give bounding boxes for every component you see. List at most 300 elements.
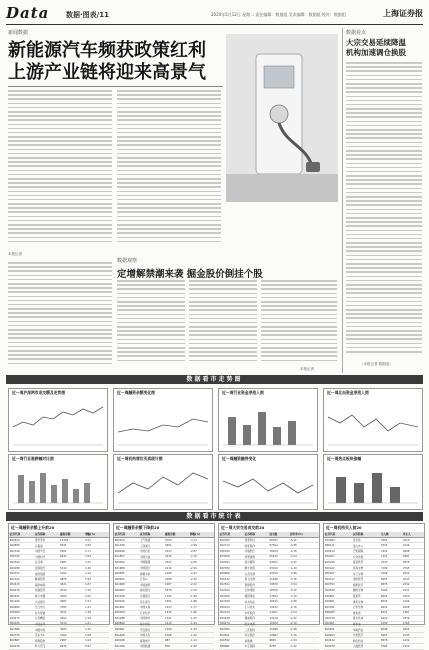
table-cell: -1.99	[189, 593, 214, 599]
table-cell: 中国银行	[139, 565, 164, 571]
table-cell: 002007	[324, 571, 352, 577]
table-body	[9, 537, 109, 649]
table-cell: 中信证券	[34, 621, 59, 627]
table-cell: 健帆生物	[352, 588, 380, 594]
data-table	[219, 532, 319, 650]
table-cell: 泰格医药	[352, 576, 380, 582]
masthead-logo: Data	[6, 4, 50, 22]
table-cell: 300413	[324, 548, 352, 554]
table-cell: 2109	[402, 599, 424, 605]
table-cell: 600887	[9, 638, 34, 644]
table-cell: -1.88	[189, 599, 214, 605]
table-cell: 002352	[219, 565, 244, 571]
table-cell: 1321	[164, 616, 189, 622]
table-cell: 2654	[164, 543, 189, 549]
table-cell: 7210	[380, 560, 402, 566]
table-cell: 中国平安	[34, 548, 59, 554]
table-cell: 工商银行	[139, 543, 164, 549]
table-cell: 300015	[219, 560, 244, 566]
table-cell: 康泰生物	[352, 599, 380, 605]
table-cell: 东方财富	[34, 610, 59, 616]
table-cell: 恒瑞医药	[34, 588, 59, 594]
table-cell: 601398	[114, 543, 139, 549]
table-cell: 1210	[164, 621, 189, 627]
table-cell: 万科A	[139, 576, 164, 582]
table-cell: 2109	[164, 571, 189, 577]
table-cell: 002714	[219, 543, 244, 549]
table-cell: 603392	[324, 604, 352, 610]
column-header: 增幅(%)	[84, 532, 109, 537]
table-cell: 赣锋锂业	[244, 593, 269, 599]
table-cell: 山西汾酒	[244, 571, 269, 577]
table-cell: 万泰生物	[352, 604, 380, 610]
table-cell: 3210	[402, 537, 424, 543]
lead-rule	[8, 86, 223, 87]
table-row	[324, 644, 424, 650]
middle-text-col-3	[261, 280, 337, 366]
table-cell: -1.55	[189, 616, 214, 622]
table-cell: 600900	[9, 604, 34, 610]
table-cell: 5102	[59, 571, 84, 577]
line-chart-4	[328, 397, 418, 447]
table-cell: 5765	[380, 644, 402, 650]
table-cell: -2.54	[189, 565, 214, 571]
table-cell: 19876	[269, 582, 289, 588]
chart-title: 近一周热点板块涨幅	[327, 456, 362, 461]
table-cell: 300347	[324, 576, 352, 582]
table-row	[9, 644, 109, 650]
table-cell: 002821	[324, 593, 352, 599]
table-cell: 987	[164, 638, 189, 644]
table-cell: 600030	[9, 621, 34, 627]
table-cell: 中国联通	[139, 560, 164, 566]
table-cell: 6654	[380, 593, 402, 599]
table-cell: 54321	[269, 560, 289, 566]
table-cell: 6987	[380, 576, 402, 582]
table-cell: 中国铁建	[139, 644, 164, 650]
table-panel-4	[323, 523, 425, 649]
table-cell: -4.76	[289, 548, 319, 554]
table-cell: 300782	[219, 638, 244, 644]
table-cell: 300059	[9, 610, 34, 616]
table-cell: 876	[164, 644, 189, 650]
column-header: 证券代码	[219, 532, 244, 537]
table-cell: 中国建筑	[139, 582, 164, 588]
table-cell: 601088	[114, 616, 139, 622]
table-cell: -1.22	[189, 632, 214, 638]
table-cell: 600000	[114, 588, 139, 594]
column-header: 降幅(%)	[189, 532, 214, 537]
table-cell: 1.38	[84, 610, 109, 616]
table-cell: 五粮液	[34, 543, 59, 549]
table-cell: -3.12	[189, 537, 214, 543]
table-cell: 乐普医疗	[352, 632, 380, 638]
table-title: 近一周融资余额上升前20	[11, 525, 55, 530]
table-cell: 三花智控	[244, 627, 269, 633]
table-cell: 隆基股份	[34, 576, 59, 582]
table-cell: 复星医药	[352, 560, 380, 566]
bar-chart-8	[328, 463, 418, 505]
table-cell: 1008	[164, 632, 189, 638]
table-cell: 603259	[219, 554, 244, 560]
table-cell: -2.10	[289, 621, 319, 627]
table-cell: 2.12	[84, 571, 109, 577]
table-cell: -2.21	[189, 582, 214, 588]
table-cell: 2.71	[84, 548, 109, 554]
table-cell: 002001	[324, 621, 352, 627]
table-cell: 2.95	[84, 543, 109, 549]
table-cell: 1.21	[84, 621, 109, 627]
table-cell: -2.98	[189, 543, 214, 549]
table-cell: 中国神华	[139, 616, 164, 622]
table-cell: -1.54	[289, 638, 319, 644]
table-cell: 300142	[324, 565, 352, 571]
table-cell: 浦发银行	[139, 588, 164, 594]
table-cell: 600519	[9, 537, 34, 543]
table-cell: 2765	[402, 565, 424, 571]
table-cell: 1.08	[84, 632, 109, 638]
table-cell: 新和成	[352, 621, 380, 627]
lead-text-col-2	[117, 90, 221, 250]
table-cell: 000651	[9, 593, 34, 599]
data-table	[9, 532, 109, 650]
table-cell: -1.33	[189, 627, 214, 633]
table-cell: 华兰生物	[352, 571, 380, 577]
table-cell: 000725	[9, 632, 34, 638]
table-cell: 中环股份	[244, 610, 269, 616]
lead-kicker: 新闻数据	[8, 30, 29, 36]
table-cell: 中国人寿	[139, 632, 164, 638]
table-cell: 1.15	[84, 627, 109, 633]
table-cell: 2432	[402, 582, 424, 588]
table-cell: 600104	[114, 537, 139, 543]
table-cell: 闻泰科技	[244, 537, 269, 543]
table-cell: 65432	[269, 554, 289, 560]
table-cell: -1.11	[189, 638, 214, 644]
table-cell: 300529	[324, 588, 352, 594]
right-byline: （本报记者 数据组）	[360, 362, 393, 366]
table-cell: 1654	[402, 627, 424, 633]
table-cell: 002422	[324, 638, 352, 644]
table-cell: 宁德时代	[34, 554, 59, 560]
table-cell: -3.98	[289, 571, 319, 577]
table-cell: 2987	[59, 638, 84, 644]
table-cell: 7109	[380, 565, 402, 571]
table-cell: 中国太保	[139, 604, 164, 610]
table-cell: 98765	[269, 537, 289, 543]
table-cell: 美的集团	[34, 571, 59, 577]
table-cell: -5.12	[289, 537, 319, 543]
table-cell: 7543	[380, 543, 402, 549]
table-cell: 2765	[164, 537, 189, 543]
table-cell: 6210	[380, 616, 402, 622]
table-cell: 金山办公	[352, 543, 380, 549]
table-cell: 3521	[59, 610, 84, 616]
table-cell: 300274	[219, 621, 244, 627]
table-cell: 中芯国际	[244, 644, 269, 650]
table-cell: 3987	[59, 599, 84, 605]
table-cell: -1.32	[289, 644, 319, 650]
table-title: 近一周机构买入前20	[326, 525, 362, 530]
table-cell: 10987	[269, 632, 289, 638]
table-cell: 002812	[219, 582, 244, 588]
table-cell: 中国石化	[139, 548, 164, 554]
table-cell: 600745	[219, 537, 244, 543]
table-cell: 601186	[114, 644, 139, 650]
line-chart-2	[118, 397, 208, 447]
chart-title: 近一周沪深两市成交额及走势图	[12, 390, 66, 395]
table-cell: 1543	[164, 604, 189, 610]
table-title: 近一周大宗交易成交前20	[221, 525, 265, 530]
table-cell: 华友钴业	[244, 599, 269, 605]
table-cell: 1876	[402, 616, 424, 622]
table-cell: 康龙化成	[352, 616, 380, 622]
table-cell: 300999	[324, 537, 352, 543]
right-text-col	[346, 62, 422, 360]
masthead-rule	[6, 24, 423, 25]
table-cell: 600763	[324, 582, 352, 588]
table-cell: 600196	[324, 560, 352, 566]
chart-title: 近一周北向资金净流入图	[327, 390, 369, 395]
table-cell: -2.76	[289, 604, 319, 610]
masthead	[6, 4, 423, 24]
chart-panel-1	[8, 388, 108, 452]
table-cell: 3008	[402, 548, 424, 554]
table-cell: 中国石油	[139, 554, 164, 560]
table-cell: 1432	[402, 638, 424, 644]
table-cell: 汇川技术	[244, 604, 269, 610]
table-cell: -2.87	[189, 548, 214, 554]
table-cell: -4.98	[289, 543, 319, 549]
column-divider	[342, 28, 343, 373]
table-cell: 2210	[164, 565, 189, 571]
section-label: 数据·图表/11	[66, 11, 109, 19]
right-headline-2: 机构加速调仓换股	[346, 48, 406, 57]
table-cell: 1543	[402, 632, 424, 638]
table-cell: 2432	[164, 554, 189, 560]
table-cell: 600309	[114, 610, 139, 616]
chart-panel-8	[323, 454, 423, 510]
table-cell: 14321	[269, 610, 289, 616]
table-cell: 002475	[9, 616, 34, 622]
middle-kicker: 数据观察	[117, 258, 138, 264]
table-cell: 6876	[380, 582, 402, 588]
right-headline-1: 大宗交易延续降温	[346, 38, 406, 47]
table-cell: 1.29	[84, 616, 109, 622]
column-header: 证券简称	[352, 532, 380, 537]
table-cell: 1321	[402, 644, 424, 650]
table-cell: 2987	[402, 554, 424, 560]
column-header: 证券代码	[9, 532, 34, 537]
right-kicker: 数据看点	[346, 30, 367, 36]
table-cell: 87654	[269, 543, 289, 549]
table-cell: 3.21	[84, 537, 109, 543]
table-cell: 17654	[269, 593, 289, 599]
table-cell: 2654	[402, 571, 424, 577]
charts-section-band: 数据看市走势图	[6, 375, 423, 384]
table-cell: 002129	[219, 610, 244, 616]
table-cell: 9876	[269, 638, 289, 644]
table-cell: 600276	[9, 588, 34, 594]
table-cell: 5410	[59, 565, 84, 571]
table-cell: 2543	[164, 548, 189, 554]
chart-panel-6	[113, 454, 213, 510]
table-cell: 601166	[9, 599, 34, 605]
charging-station-icon	[226, 34, 338, 202]
column-header: 买入额	[380, 532, 402, 537]
table-cell: 2.54	[84, 554, 109, 560]
table-cell: 海康威视	[34, 582, 59, 588]
table-cell: 凯莱英	[352, 593, 380, 599]
table-cell: -1.98	[289, 627, 319, 633]
column-header: 证券简称	[139, 532, 164, 537]
table-cell: -4.10	[289, 565, 319, 571]
table-cell: -2.76	[189, 554, 214, 560]
table-cell: 2008	[164, 576, 189, 582]
table-cell: 阳光电源	[244, 621, 269, 627]
chart-title: 近一周行业涨跌幅对比图	[12, 456, 54, 461]
table-cell: 爱尔眼科	[244, 560, 269, 566]
table-cell: 金龙鱼	[352, 537, 380, 543]
table-cell: 2008	[402, 604, 424, 610]
chart-panel-4	[323, 388, 423, 452]
table-cell: 3205	[59, 627, 84, 633]
table-cell: 6432	[380, 604, 402, 610]
table-cell: 上汽集团	[139, 537, 164, 543]
bar-chart-3	[223, 397, 313, 447]
table-cell: 分众传媒	[352, 554, 380, 560]
table-cell: 1.02	[84, 638, 109, 644]
chart-panel-5	[8, 454, 108, 510]
table-cell: 1.98	[84, 576, 109, 582]
table-cell: 药明康德	[244, 554, 269, 560]
table-cell: 000333	[9, 571, 34, 577]
table-cell: 600809	[219, 571, 244, 577]
table-cell: 2876	[59, 644, 84, 650]
table-cell: 韦尔股份	[244, 632, 269, 638]
column-header: 融资余额	[59, 532, 84, 537]
table-cell: 平安银行	[139, 627, 164, 633]
table-cell: 2321	[402, 588, 424, 594]
table-cell: 6008	[380, 627, 402, 633]
data-table	[114, 532, 214, 650]
table-cell: 603501	[219, 632, 244, 638]
table-cell: -3.32	[289, 588, 319, 594]
table-cell: -3.10	[289, 593, 319, 599]
table-cell: 6109	[380, 621, 402, 627]
table-cell: 600016	[114, 599, 139, 605]
table-cell: 1876	[164, 588, 189, 594]
table-cell: 1.43	[84, 604, 109, 610]
table-cell: 1765	[402, 621, 424, 627]
middle-text-col-1	[117, 280, 185, 366]
table-cell: 科伦药业	[352, 638, 380, 644]
table-cell: 3104	[59, 632, 84, 638]
table-cell: 32109	[269, 571, 289, 577]
table-cell: -2.98	[289, 599, 319, 605]
chart-title: 近一周行业资金净流入图	[222, 390, 264, 395]
paper-name: 上海证券报	[383, 8, 423, 18]
table-cell: -2.43	[189, 571, 214, 577]
lead-headline-1: 新能源汽车频获政策红利	[8, 40, 206, 61]
table-cell: 601668	[114, 582, 139, 588]
column-header: 成交额	[269, 532, 289, 537]
table-cell: 顺丰控股	[244, 565, 269, 571]
table-cell: 3402	[59, 616, 84, 622]
table-cell: 002594	[9, 560, 34, 566]
table-cell: 000858	[9, 543, 34, 549]
chart-panel-2	[113, 388, 213, 452]
table-cell: 300760	[219, 548, 244, 554]
table-cell: 1987	[402, 610, 424, 616]
table-cell: 8345	[59, 543, 84, 549]
table-cell: 民生银行	[139, 599, 164, 605]
table-cell: 76543	[269, 548, 289, 554]
table-cell: 002050	[219, 627, 244, 633]
table-cell: -3.76	[289, 576, 319, 582]
table-cell: -2.54	[289, 610, 319, 616]
table-cell: 300003	[324, 632, 352, 638]
table-cell: 2876	[402, 560, 424, 566]
table-cell: 601318	[9, 548, 34, 554]
chart-title: 近一周融资余额变化图	[117, 390, 155, 395]
table-cell: 1432	[164, 610, 189, 616]
table-cell: 6321	[380, 610, 402, 616]
table-cell: 12109	[269, 621, 289, 627]
table-cell: -2.10	[189, 588, 214, 594]
column-header: 证券简称	[244, 532, 269, 537]
table-cell: 4521	[59, 582, 84, 588]
table-cell: 格力电器	[34, 593, 59, 599]
table-cell: 15432	[269, 604, 289, 610]
lead-text-col-3	[8, 262, 112, 370]
table-cell: -4.32	[289, 560, 319, 566]
table-cell: 长江电力	[34, 604, 59, 610]
table-cell: 4876	[59, 576, 84, 582]
lead-headline-2: 上游产业链将迎来高景气	[8, 62, 206, 83]
table-cell: 1987	[164, 582, 189, 588]
table-cell: 7321	[380, 554, 402, 560]
table-cell: 卓胜微	[244, 638, 269, 644]
bar-chart-5	[13, 463, 103, 505]
table-cell: 601601	[114, 604, 139, 610]
middle-headline: 定增解禁潮来袭 掘金股价倒挂个股	[117, 269, 263, 280]
table-cell: 12456	[59, 537, 84, 543]
data-table	[324, 532, 424, 650]
table-cell: 600438	[219, 616, 244, 622]
table-cell: 中国中免	[34, 627, 59, 633]
table-cell: 8765	[269, 644, 289, 650]
table-cell: -2.32	[289, 616, 319, 622]
table-cell: 伊利股份	[34, 638, 59, 644]
table-cell: 688111	[324, 543, 352, 549]
table-body	[219, 537, 319, 649]
table-cell: 603799	[219, 599, 244, 605]
table-cell: 601988	[114, 565, 139, 571]
table-cell: 601628	[114, 632, 139, 638]
table-cell: 5876	[380, 638, 402, 644]
column-header: 证券代码	[114, 532, 139, 537]
table-cell: 3109	[402, 543, 424, 549]
table-cell: 1.76	[84, 588, 109, 594]
table-cell: 通威股份	[244, 616, 269, 622]
table-cell: 600050	[114, 560, 139, 566]
table-cell: 11098	[269, 627, 289, 633]
lead-byline: 本报记者	[8, 252, 22, 256]
table-cell: 1.65	[84, 593, 109, 599]
middle-byline: 本报记者	[300, 367, 314, 371]
table-cell: 300750	[9, 554, 34, 560]
